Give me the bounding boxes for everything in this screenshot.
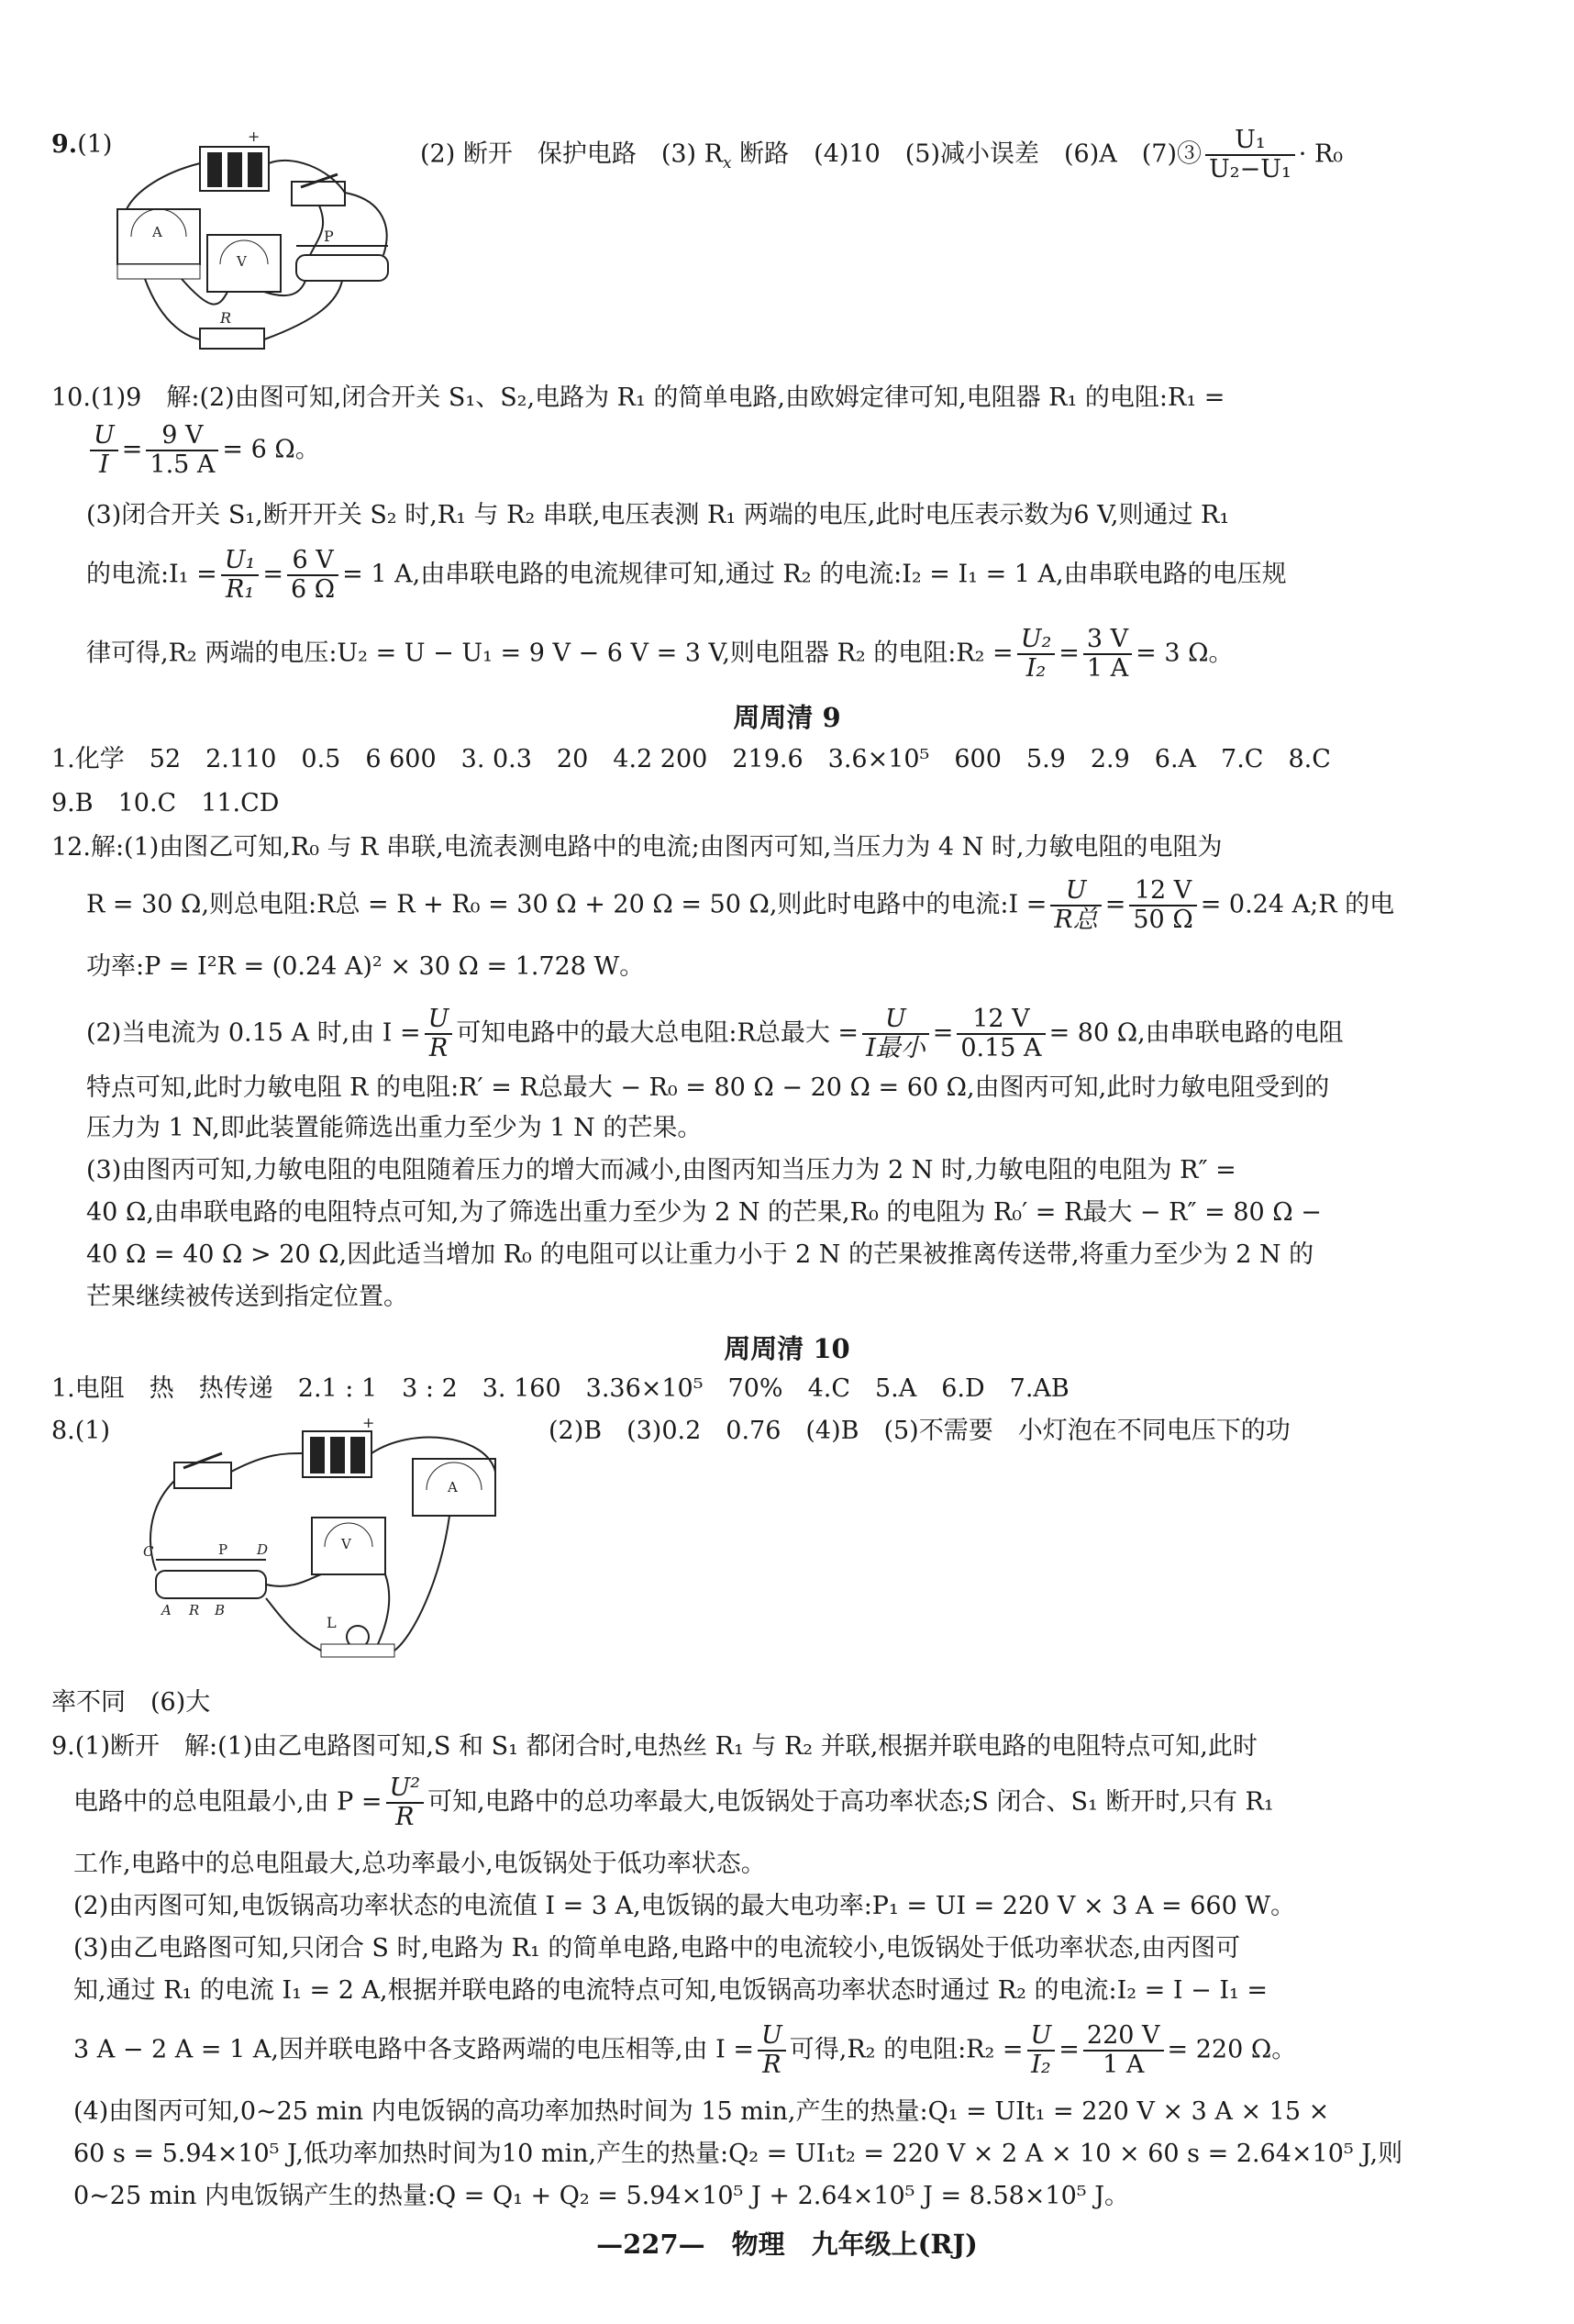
q12-line8: 40 Ω,由串联电路的电阻特点可知,为了筛选出重力至少为 2 N 的芒果,R₀ 的电阻为 R₀′ = R最大 − R″ = 80 Ω − <box>86 1198 1322 1227</box>
q9-line10: 0~25 min 内电饭锅产生的热量:Q = Q₁ + Q₂ = 5.94×10⁵ J + 2.64×10⁵ J = 8.58×10⁵ J。 <box>73 2182 1130 2210</box>
svg-text:+: + <box>362 1417 375 1431</box>
q8-answers: (2)B (3)0.2 0.76 (4)B (5)不需要 小灯泡在不同电压下的功 <box>549 1417 1291 1445</box>
page-footer: —227— 物理 九年级上(RJ) <box>596 2229 978 2260</box>
q9-line2: 电路中的总电阻最小,由 P = $\frac{\text{U²}}{R}$ 可知,电路中的总功率最大,电饭锅处于高功率状态;S 闭合、S₁ 断开时,只有 R₁ <box>73 1774 1274 1831</box>
q9-line7: 3 A − 2 A = 1 A,因并联电路中各支路两端的电压相等,由 I = $\frac{U}{R}$ 可得,R₂ 的电阻:R₂ = $\frac{U}{\text{I₂}}$ = $\frac{220 V}{1 A}$ = 220 Ω。 <box>73 2021 1297 2079</box>
q12-line6: 压力为 1 N,即此装置能筛选出重力至少为 1 N 的芒果。 <box>86 1114 703 1142</box>
q12-line9: 40 Ω = 40 Ω > 20 Ω,因此适当增加 R₀ 的电阻可以让重力小于 2 N 的芒果被推离传送带,将重力至少为 2 N 的 <box>86 1240 1314 1269</box>
section-heading-9: 周周清 9 <box>733 702 841 733</box>
q10-line3: (3)闭合开关 S₁,断开开关 S₂ 时,R₁ 与 R₂ 串联,电压表测 R₁ 两端的电压,此时电压表示数为6 V,则通过 R₁ <box>86 501 1230 529</box>
w9-line2: 9.B 10.C 11.CD <box>51 789 280 817</box>
q9-line5: (3)由乙电路图可知,只闭合 S 时,电路为 R₁ 的简单电路,电路中的电流较小,电饭锅处于低功率状态,由丙图可 <box>73 1934 1241 1963</box>
q9-answers: (2) 断开 保护电路 (3) $R_x$ 断路 (4)10 (5)减小误差 (6)A (7)③ $\frac{\text{U₁}}{\text{U₂−U₁}}$ · R₀ <box>420 126 1344 183</box>
svg-text:P: P <box>218 1541 228 1558</box>
q9-line8: (4)由图丙可知,0~25 min 内电饭锅的高功率加热时间为 15 min,产生的热量:Q₁ = UIt₁ = 220 V × 3 A × 15 × <box>73 2097 1330 2126</box>
q10-line2: $\frac{U}{I}$ = $\frac{9 V}{1.5 A}$ = 6 Ω。 <box>86 422 320 479</box>
svg-text:V: V <box>237 253 247 270</box>
q9-line4: (2)由丙图可知,电饭锅高功率状态的电流值 I = 3 A,电饭锅的最大电功率:P₁ = UI = 220 V × 3 A = 660 W。 <box>73 1892 1296 1920</box>
svg-text:A: A <box>448 1479 458 1496</box>
svg-text:R: R <box>220 309 232 327</box>
q12-line5: 特点可知,此时力敏电阻 R 的电阻:R′ = R总最大 − R₀ = 80 Ω − 20 Ω = 60 Ω,由图丙可知,此时力敏电阻受到的 <box>86 1073 1330 1102</box>
svg-text:V: V <box>341 1536 351 1552</box>
svg-text:L: L <box>327 1614 337 1631</box>
w9-line1: 1.化学 52 2.110 0.5 6 600 3. 0.3 20 4.2 200 219.6 3.6×10⁵ 600 5.9 2.9 6.A 7.C 8.C <box>51 745 1331 773</box>
fraction: $\frac{\text{U₁}}{\text{U₂−U₁}}$ <box>1205 127 1295 183</box>
svg-text:D: D <box>257 1541 269 1558</box>
q9-line9: 60 s = 5.94×10⁵ J,低功率加热时间为10 min,产生的热量:Q₂ = UI₁t₂ = 220 V × 2 A × 10 × 60 s = 2.64×10⁵ J,则 <box>73 2140 1403 2168</box>
q12-line2: R = 30 Ω,则总电阻:R总 = R + R₀ = 30 Ω + 20 Ω = 50 Ω,则此时电路中的电流:I = $\frac{U}{\text{R总}}$ = $\frac{12 V}{50 \Omega}$ = 0.24 A;R 的电 <box>86 876 1395 934</box>
svg-text:A: A <box>161 1602 172 1618</box>
svg-text:A: A <box>152 224 162 240</box>
q8-number: 8.(1) <box>51 1417 111 1445</box>
q9-line3: 工作,电路中的总电阻最大,总功率最小,电饭锅处于低功率状态。 <box>73 1850 766 1878</box>
q12-line1: 12.解:(1)由图乙可知,R₀ 与 R 串联,电流表测电路中的电流;由图丙可知,当压力为 4 N 时,力敏电阻的电阻为 <box>51 833 1223 862</box>
svg-text:R: R <box>189 1602 200 1618</box>
q9-number: 9.(1) <box>51 130 113 159</box>
q10-line4: 的电流:I₁ = $\frac{\text{U₁}}{\text{R₁}}$ = $\frac{6 V}{6 \Omega}$ = 1 A,由串联电路的电流规律可知,通过 R₂ 的电流:I₂ = I₁ = 1 A,由串联电路的电压规 <box>86 546 1287 604</box>
q12-line10: 芒果继续被传送到指定位置。 <box>86 1283 408 1311</box>
circuit-diagram-1 <box>108 127 402 374</box>
q12-line7: (3)由图丙可知,力敏电阻的电阻随着压力的增大而减小,由图丙知当压力为 2 N 时,力敏电阻的电阻为 R″ = <box>86 1156 1236 1184</box>
q9-line6: 知,通过 R₁ 的电流 I₁ = 2 A,根据并联电路的电流特点可知,电饭锅高功率状态时通过 R₂ 的电流:I₂ = I − I₁ = <box>73 1976 1269 2005</box>
q8-tail: 率不同 (6)大 <box>51 1688 211 1717</box>
circuit-diagram-2 <box>138 1417 523 1670</box>
q9-line1: 9.(1)断开 解:(1)由乙电路图可知,S 和 S₁ 都闭合时,电热丝 R₁ 与 R₂ 并联,根据并联电路的电阻特点可知,此时 <box>51 1732 1258 1761</box>
q10-line5: 律可得,R₂ 两端的电压:U₂ = U − U₁ = 9 V − 6 V = 3 V,则电阻器 R₂ 的电阻:R₂ = $\frac{\text{U₂}}{\text{I₂}}$ = $\frac{3 V}{1 A}$ = 3 Ω。 <box>86 625 1234 683</box>
q10-line1: 10.(1)9 解:(2)由图可知,闭合开关 S₁、S₂,电路为 R₁ 的简单电路,由欧姆定律可知,电阻器 R₁ 的电阻:R₁ = <box>51 384 1225 412</box>
w10-line1: 1.电阻 热 热传递 2.1 : 1 3 : 2 3. 160 3.36×10⁵ 70% 4.C 5.A 6.D 7.AB <box>51 1374 1070 1403</box>
section-heading-10: 周周清 10 <box>724 1333 850 1364</box>
svg-text:C: C <box>143 1543 154 1560</box>
svg-text:+: + <box>248 128 260 145</box>
q12-line4: (2)当电流为 0.15 A 时,由 I = $\frac{U}{R}$ 可知电路中的最大总电阻:R总最大 = $\frac{U}{\text{I最小}}$ = $\frac{12 V}{0.15 A}$ = 80 Ω,由串联电路的电阻 <box>86 1005 1344 1062</box>
svg-text:B: B <box>215 1602 226 1618</box>
svg-text:P: P <box>324 228 334 245</box>
q12-line3: 功率:P = I²R = (0.24 A)² × 30 Ω = 1.728 W。 <box>86 952 645 981</box>
